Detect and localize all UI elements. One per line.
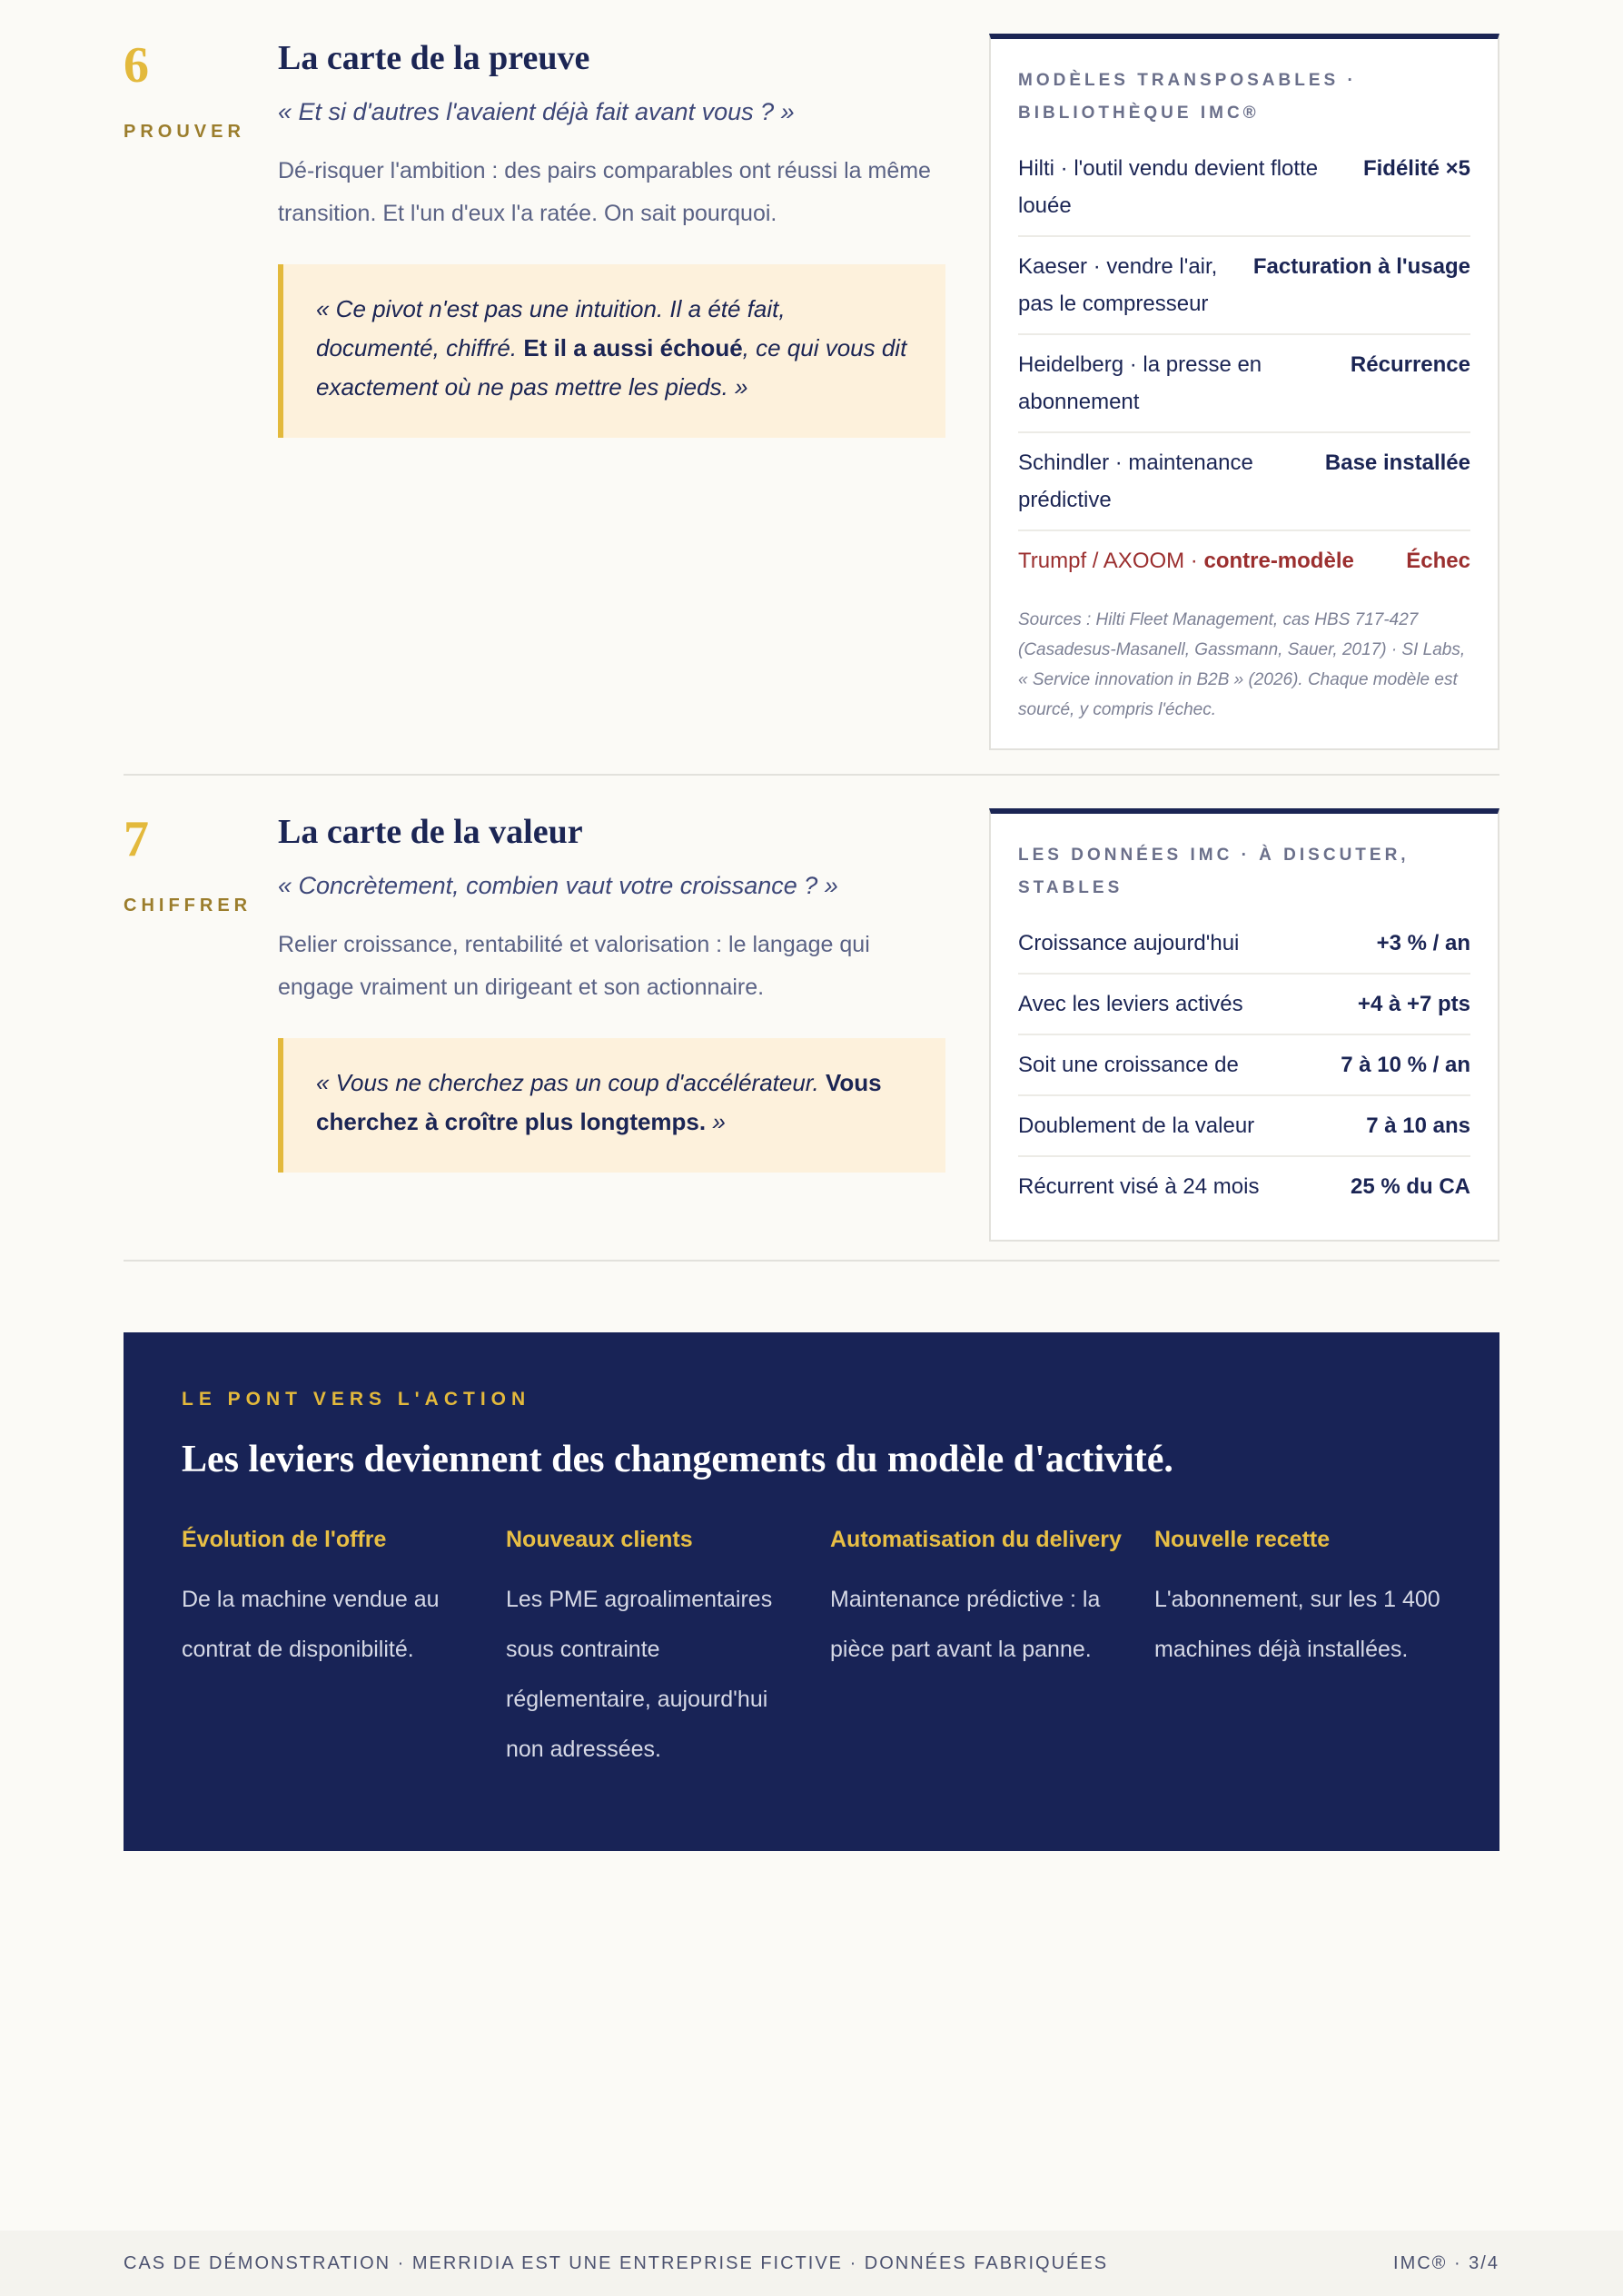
models-card: [989, 34, 1499, 750]
section-main: [278, 814, 945, 1173]
data-card: [989, 808, 1499, 1242]
lever-text: Maintenance prédictive : la pièce part avant la panne.: [830, 1587, 1101, 1662]
footer-disclaimer: CAS DE DÉMONSTRATION · MERRIDIA EST UNE ENTREPRISE FICTIVE · DONNÉES FABRIQUÉES: [124, 2252, 1109, 2273]
row-label-emphasis: contre-modèle: [1203, 549, 1354, 573]
row-value: Récurrence: [1350, 352, 1470, 377]
models-list: [1018, 139, 1470, 590]
section-number: 7: [124, 811, 149, 867]
lever-text: De la machine vendue au contrat de disponibilité.: [182, 1587, 440, 1662]
counter-model-row: [1018, 531, 1470, 590]
table-row: [1018, 335, 1470, 433]
row-label: Kaeser · vendre l'air, pas le compresseur: [1018, 254, 1218, 316]
quote-emphasis: Vous cherchez à croître plus longtemps.: [316, 1068, 882, 1135]
section-number-column: [124, 37, 278, 438]
card-heading: MODÈLES TRANSPOSABLES · BIBLIOTHÈQUE IMC®: [1018, 71, 1357, 123]
section-kicker: PROUVER: [124, 122, 245, 142]
section-divider: [124, 774, 1499, 776]
quote-text-end: »: [706, 1107, 726, 1135]
quote-text-end: , ce qui vous dit exactement où ne pas mettre les pieds. »: [316, 333, 907, 401]
action-bridge-band: [124, 1332, 1499, 1851]
footer-page-number: IMC® · 3/4: [1393, 2252, 1499, 2273]
row-value: 7 à 10 ans: [1366, 1113, 1470, 1138]
card-sources: Sources : Hilti Fleet Management, cas HBS 717-427 (Casadesus-Masanell, Gassmann, Sauer, 2017) · SI Labs, « Service innovation in B2B » (2026). Chaque modèle est sourcé, y compris l'échec.: [1018, 610, 1466, 719]
lever-column: [506, 1527, 830, 1775]
lever-title: Nouvelle recette: [1154, 1527, 1331, 1552]
row-label: Avec les leviers activés: [1018, 992, 1243, 1016]
lever-text: L'abonnement, sur les 1 400 machines déjà installées.: [1154, 1587, 1440, 1662]
section-number: 6: [124, 37, 149, 94]
section-question: « Concrètement, combien vaut votre croissance ? »: [278, 871, 838, 899]
row-value: Facturation à l'usage: [1252, 254, 1470, 279]
row-value: Échec: [1406, 549, 1470, 573]
row-value: +3 % / an: [1376, 931, 1470, 955]
row-label: Heidelberg · la presse en abonnement: [1018, 352, 1262, 414]
table-row: [1018, 433, 1470, 531]
row-label: Schindler · maintenance prédictive: [1018, 450, 1253, 512]
row-value: Base installée: [1324, 450, 1470, 475]
row-value: 7 à 10 % / an: [1341, 1053, 1470, 1077]
section-number-column: [124, 811, 278, 1173]
section-divider: [124, 1260, 1499, 1262]
lever-title: Évolution de l'offre: [182, 1527, 387, 1552]
row-label: Soit une croissance de: [1018, 1053, 1239, 1077]
quote-emphasis: Et il a aussi échoué: [523, 333, 743, 361]
row-label-prefix: Trumpf / AXOOM ·: [1018, 549, 1204, 573]
row-value: +4 à +7 pts: [1357, 992, 1470, 1016]
section-title: La carte de la valeur: [278, 813, 583, 851]
lever-column: [830, 1527, 1154, 1775]
lever-column: [1154, 1527, 1479, 1775]
section-kicker: CHIFFRER: [124, 896, 252, 915]
row-label: Récurrent visé à 24 mois: [1018, 1174, 1260, 1199]
table-row: [1018, 975, 1470, 1035]
band-kicker: LE PONT VERS L'ACTION: [182, 1389, 531, 1410]
row-label: [1018, 542, 1406, 579]
row-label: Croissance aujourd'hui: [1018, 931, 1240, 955]
lever-title: Nouveaux clients: [506, 1527, 693, 1552]
table-row: [1018, 139, 1470, 237]
table-row: [1018, 914, 1470, 975]
section-title: La carte de la preuve: [278, 39, 590, 77]
table-row: [1018, 1096, 1470, 1157]
row-value: Fidélité ×5: [1362, 156, 1470, 181]
page-footer: [0, 2231, 1623, 2296]
section-quote: [278, 264, 945, 438]
card-heading: LES DONNÉES IMC · À DISCUTER, STABLES: [1018, 846, 1410, 897]
band-title: Les leviers deviennent des changements du modèle d'activité.: [182, 1439, 1173, 1480]
section-question: « Et si d'autres l'avaient déjà fait avant vous ? »: [278, 97, 795, 125]
section-main: [278, 40, 945, 438]
section-proof: [124, 37, 945, 438]
data-list: [1018, 914, 1470, 1216]
quote-text: « Vous ne cherchez pas un coup d'accélérateur.: [316, 1068, 826, 1096]
section-description: Dé-risquer l'ambition : des pairs comparables ont réussi la même transition. Et l'un d'eux l'a ratée. On sait pourquoi.: [278, 157, 931, 226]
row-label: Hilti · l'outil vendu devient flotte louée: [1018, 156, 1319, 218]
section-description: Relier croissance, rentabilité et valorisation : le langage qui engage vraiment un dirigeant et son actionnaire.: [278, 931, 870, 1000]
lever-column: [182, 1527, 506, 1775]
table-row: [1018, 237, 1470, 335]
table-row: [1018, 1157, 1470, 1216]
band-columns: [182, 1527, 1441, 1775]
section-value: [124, 811, 945, 1173]
lever-text: Les PME agroalimentaires sous contrainte réglementaire, aujourd'hui non adressées.: [506, 1587, 773, 1762]
quote-text: « Ce pivot n'est pas une intuition. Il a été fait, documenté, chiffré.: [316, 294, 786, 361]
row-value: 25 % du CA: [1350, 1174, 1470, 1199]
lever-title: Automatisation du delivery: [830, 1527, 1122, 1552]
section-quote: [278, 1038, 945, 1173]
row-label: Doublement de la valeur: [1018, 1113, 1255, 1138]
table-row: [1018, 1035, 1470, 1096]
